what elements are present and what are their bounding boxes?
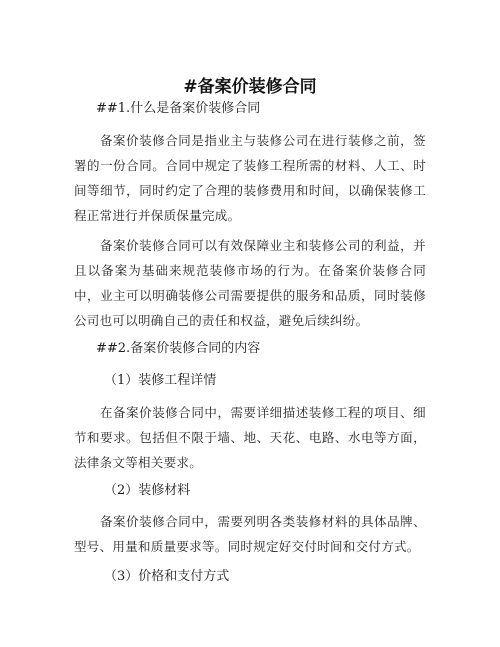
- document-title: #备案价装修合同: [183, 77, 317, 97]
- item-2-paragraph: 备案价装修合同中，需要列明各类装修材料的具体品牌、型号、用量和质量要求等。同时规定好交付时间和交付方式。: [74, 514, 426, 554]
- section-2-heading: ##2.备案价装修合同的内容: [96, 341, 261, 356]
- section-1-heading: ##1.什么是备案价装修合同: [96, 101, 261, 116]
- item-1-paragraph: 在备案价装修合同中，需要详细描述装修工程的项目、细节和要求。包括但不限于墙、地、天花、电路、水电等方面，法律条文等相关要求。: [74, 405, 426, 470]
- item-2-heading: （2）装修材料: [104, 483, 191, 498]
- item-3-heading: （3）价格和支付方式: [104, 569, 230, 584]
- section-1-paragraph-1: 备案价装修合同是指业主与装修公司在进行装修之前，签署的一份合同。合同中规定了装修工程所需的材料、人工、时间等细节，同时约定了合理的装修费用和时间，以确保装修工程正常进行并保质保量完成。: [74, 133, 426, 223]
- section-1-paragraph-2: 备案价装修合同可以有效保障业主和装修公司的利益，并且以备案为基础来规范装修市场的行为。在备案价装修合同中，业主可以明确装修公司需要提供的服务和品质，同时装修公司也可以明确自己的责任和权益，避免后续纠纷。: [74, 238, 426, 328]
- item-1-heading: （1）装修工程详情: [104, 373, 217, 388]
